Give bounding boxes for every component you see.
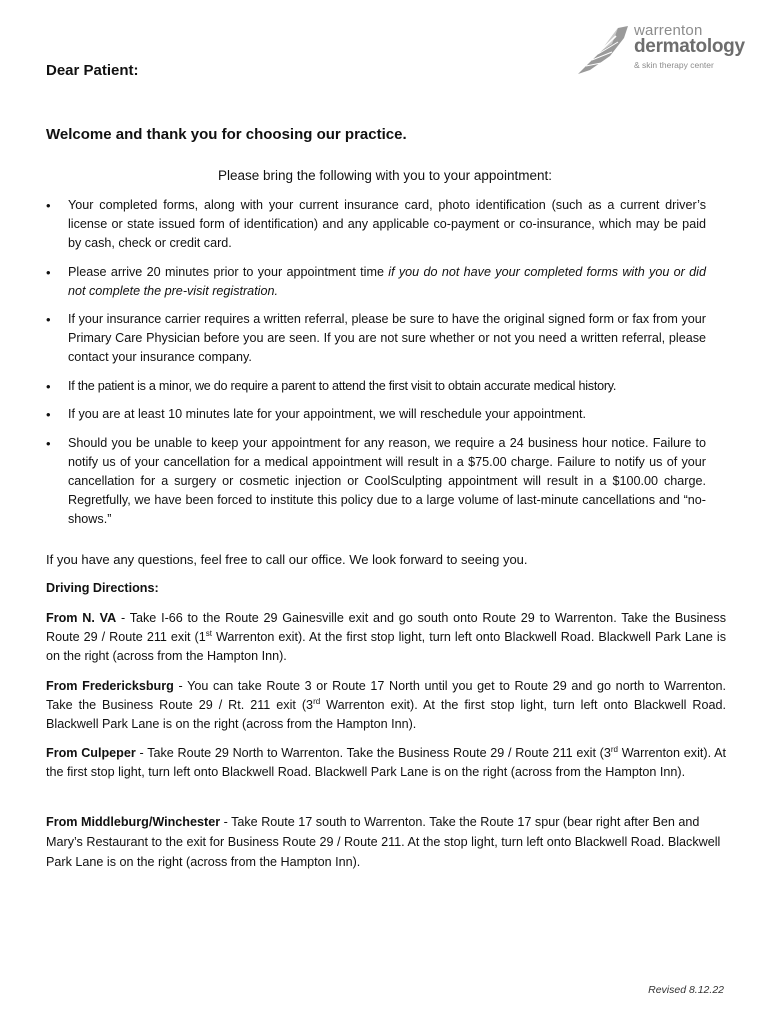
list-item [46, 310, 706, 367]
welcome-heading: Welcome and thank you for choosing our practice. [46, 126, 407, 143]
revised-date: Revised 8.12.22 [648, 984, 724, 996]
checklist [46, 196, 706, 538]
directions-heading: Driving Directions: [46, 581, 159, 595]
direction-label: From Middleburg/Winchester [46, 815, 221, 829]
list-item [46, 434, 706, 529]
directions-culpeper [46, 744, 726, 782]
bullet-icon: • [46, 378, 51, 394]
list-item-text: Please arrive 20 minutes prior to your appointment time [68, 264, 389, 279]
list-item-text: Your completed forms, along with your current insurance card, photo identification (such as a current driver’s license or state issued form of identification) and any applicable co-payment or co-insurance, which may be paid by cash, check or credit card. [68, 198, 706, 250]
direction-sup: rd [313, 696, 321, 706]
direction-text: - Take Route 17 south to Warrenton. Take the Route 17 spur (bear right after Ben and Mary’s Restaurant to the exit for Business Route 29 / Route 211. At the stop light, turn left onto Blackwell Road. Blackwell Park Lane is on the right (across from the Hampton Inn). [46, 815, 721, 869]
list-item-italic: if you do not have your completed forms with you or did not complete the pre-visit registration. [68, 264, 706, 298]
direction-text: Warrenton exit). At the first stop light, turn left onto Blackwell Road. Blackwell Park Lane is on the right (across from the Hampton Inn). [46, 698, 726, 731]
bullet-icon: • [46, 264, 51, 280]
direction-text: Warrenton exit). At the first stop light, turn left onto Blackwell Road. Blackwell Park Lane is on the right (across from the Hampton Inn). [46, 746, 726, 779]
direction-label: From N. VA [46, 611, 117, 625]
bring-intro: Please bring the following with you to your appointment: [218, 168, 552, 183]
list-item [46, 196, 706, 253]
direction-label: From Fredericksburg [46, 679, 174, 693]
leaf-logo-icon [570, 22, 632, 78]
list-item [46, 263, 706, 301]
direction-text: - Take I-66 to the Route 29 Gainesville exit and go south onto Route 29 to Warrenton. Take the Business Route 29 / Route 211 exit (1 [46, 611, 726, 644]
direction-sup: rd [610, 744, 619, 754]
list-item [46, 377, 706, 396]
directions-n-va [46, 609, 726, 666]
list-item-text: Should you be unable to keep your appointment for any reason, we require a 24 business hour notice. Failure to notify us of your cancellation for a medical appointment will result in a $75.00 charge. Failure to notify us of your cancellation for a surgery or cosmetic injection or CoolSculpting appointment will result in a $100.00 charge. Regretfully, we have been forced to institute this policy due to a large volume of last-minute cancellations and “no-shows.” [68, 435, 706, 526]
logo-line-1: warrenton [634, 22, 703, 39]
direction-sup: st [205, 628, 212, 638]
closing-text: If you have any questions, feel free to call our office. We look forward to seeing you. [46, 552, 528, 567]
directions-fredericksburg [46, 677, 726, 734]
salutation: Dear Patient: [46, 62, 139, 79]
list-item-text: If the patient is a minor, we do require a parent to attend the first visit to obtain accurate medical history. [68, 378, 617, 393]
direction-text: - You can take Route 3 or Route 17 North until you get to Route 29 and go north to Warrenton. Take the Business Route 29 / Rt. 211 exit (3 [46, 679, 727, 712]
direction-text: Warrenton exit). At the first stop light, turn left onto Blackwell Road. Blackwell Park Lane is on the right (across from the Hampton Inn). [46, 630, 726, 663]
direction-text: - Take Route 29 North to Warrenton. Take the Business Route 29 / Route 211 exit (3 [135, 746, 611, 760]
bullet-icon: • [46, 435, 51, 451]
logo-line-2: dermatology [634, 36, 745, 57]
bullet-icon: • [46, 198, 51, 213]
list-item [46, 405, 706, 424]
list-item-text: If your insurance carrier requires a written referral, please be sure to have the original signed form or fax from your Primary Care Physician before you are seen. If you are not sure whether or not you need a written referral, please contact your insurance company. [68, 312, 706, 364]
list-item-text: If you are at least 10 minutes late for your appointment, we will reschedule your appointment. [68, 407, 587, 421]
practice-logo [570, 22, 745, 78]
logo-line-3: & skin therapy center [634, 60, 714, 70]
directions-middleburg [46, 812, 726, 872]
bullet-icon: • [46, 407, 51, 422]
bullet-icon: • [46, 312, 51, 327]
direction-label: From Culpeper [46, 746, 136, 760]
